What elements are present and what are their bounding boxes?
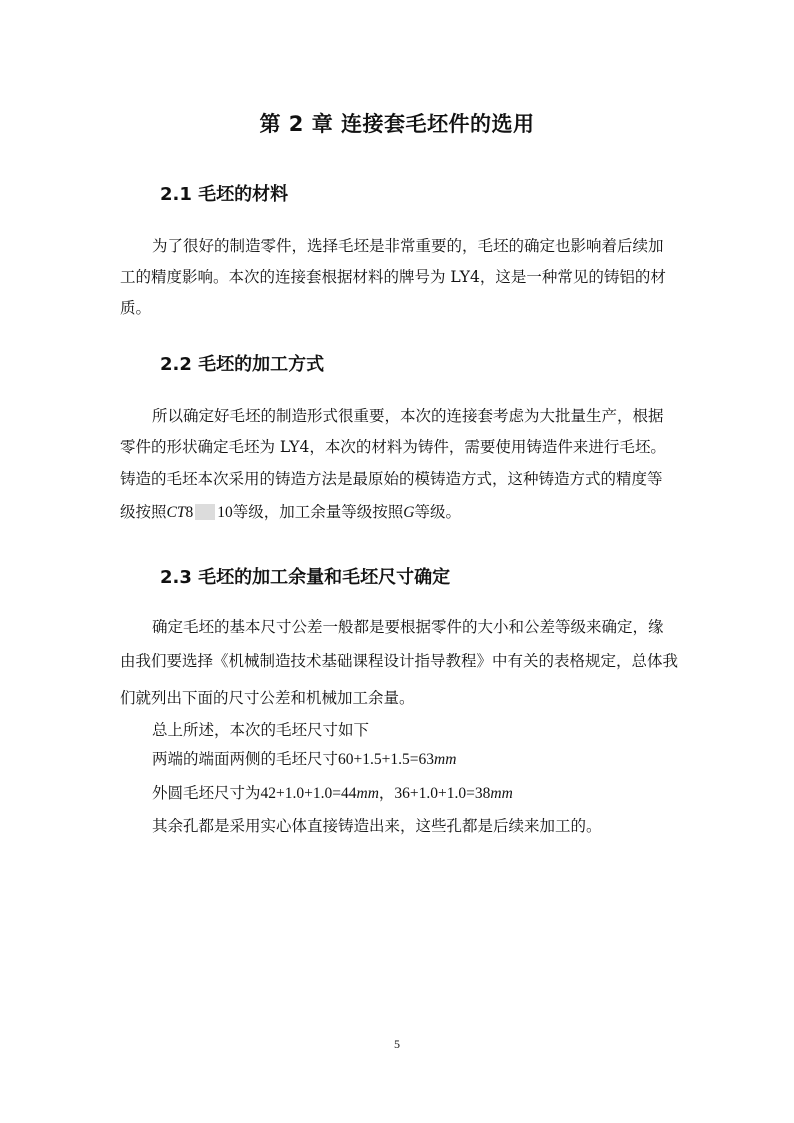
grade-middle: 等级，加工余量等级按照 — [232, 503, 404, 521]
paragraph-line: 确定毛坯的基本尺寸公差一般都是要根据零件的大小和公差等级来确定，缘 — [152, 618, 664, 636]
end-face-size-line — [152, 747, 456, 769]
end-face-formula: 60+1.5+1.5=63 — [338, 751, 434, 768]
outer-formula-2: 36+1.0+1.0=38 — [394, 785, 491, 802]
paragraph-line: 由我们要选择《机械制造技术基础课程设计指导教程》中有关的表格规定，总体我 — [120, 652, 679, 670]
paragraph-line: 工的精度影响。本次的连接套根据材料的牌号为 LY4，这是一种常见的铸铝的材 — [120, 268, 666, 286]
outer-unit-2: mm — [490, 785, 513, 802]
g-symbol: G — [403, 504, 415, 521]
ct-from: 8 — [185, 504, 194, 521]
grade-prefix: 级按照 — [120, 503, 167, 521]
paragraph-line: 铸造的毛坯本次采用的铸造方法是最原始的模铸造方式，这种铸造方式的精度等 — [120, 470, 663, 488]
paragraph-line: 质。 — [120, 299, 152, 317]
summary-line: 总上所述，本次的毛坯尺寸如下 — [152, 721, 370, 739]
ct-to: 10 — [217, 504, 233, 521]
section-heading-2-2: 2.2 毛坯的加工方式 — [160, 354, 325, 375]
ct-symbol: CT — [166, 504, 186, 521]
paragraph-line: 所以确定好毛坯的制造形式很重要，本次的连接套考虑为大批量生产，根据 — [152, 407, 664, 425]
section-heading-2-3: 2.3 毛坯的加工余量和毛坯尺寸确定 — [160, 567, 451, 588]
end-face-unit: mm — [434, 751, 457, 768]
outer-unit-1: mm — [356, 785, 379, 802]
paragraph-line: 零件的形状确定毛坯为 LY4，本次的材料为铸件，需要使用铸造件来进行毛坯。 — [120, 438, 666, 456]
outer-circle-label: 外圆毛坯尺寸为 — [152, 784, 261, 802]
paragraph-line: 为了很好的制造零件，选择毛坯是非常重要的，毛坯的确定也影响着后续加 — [152, 237, 664, 255]
ct-grade-formula — [167, 504, 233, 521]
paragraph-line: 们就列出下面的尺寸公差和机械加工余量。 — [120, 689, 415, 707]
closing-line: 其余孔都是采用实心体直接铸造出来，这些孔都是后续来加工的。 — [152, 817, 602, 835]
end-face-label: 两端的端面两侧的毛坯尺寸 — [152, 750, 339, 768]
grade-line — [120, 500, 461, 522]
page-number: 5 — [394, 1037, 400, 1051]
range-placeholder-box — [195, 504, 215, 520]
grade-suffix: 等级。 — [414, 503, 461, 521]
chapter-title: 第 2 章 连接套毛坯件的选用 — [259, 112, 535, 136]
outer-separator: ， — [378, 784, 395, 802]
outer-formula-1: 42+1.0+1.0=44 — [260, 785, 357, 802]
outer-circle-size-line — [152, 781, 513, 803]
section-heading-2-1: 2.1 毛坯的材料 — [160, 184, 289, 205]
